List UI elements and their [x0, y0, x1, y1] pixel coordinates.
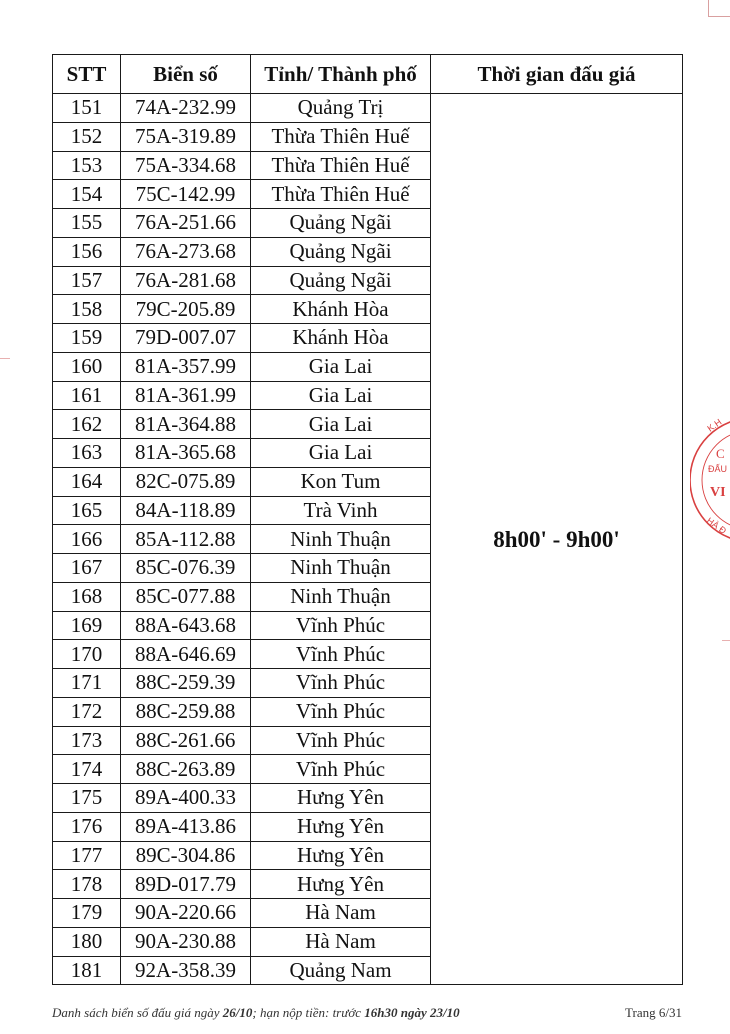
header-stt: STT: [53, 55, 121, 94]
seal-text: C: [716, 446, 725, 461]
header-auction-time: Thời gian đấu giá: [431, 55, 683, 94]
cell-plate-number: 76A-281.68: [121, 266, 251, 295]
cell-province: Khánh Hòa: [251, 295, 431, 324]
cell-stt: 162: [53, 410, 121, 439]
table-row: [53, 94, 683, 123]
cell-province: Kon Tum: [251, 467, 431, 496]
cell-plate-number: 90A-230.88: [121, 927, 251, 956]
cell-province: Gia Lai: [251, 352, 431, 381]
cell-province: Gia Lai: [251, 439, 431, 468]
cell-plate-number: 89A-413.86: [121, 812, 251, 841]
cell-stt: 153: [53, 151, 121, 180]
cell-stt: 160: [53, 352, 121, 381]
cell-plate-number: 88A-646.69: [121, 640, 251, 669]
cell-plate-number: 90A-220.66: [121, 899, 251, 928]
cell-plate-number: 88C-259.88: [121, 697, 251, 726]
cell-stt: 164: [53, 467, 121, 496]
cell-stt: 173: [53, 726, 121, 755]
cell-stt: 158: [53, 295, 121, 324]
cell-stt: 154: [53, 180, 121, 209]
cell-province: Ninh Thuận: [251, 582, 431, 611]
cell-plate-number: 82C-075.89: [121, 467, 251, 496]
cell-stt: 177: [53, 841, 121, 870]
cell-province: Vĩnh Phúc: [251, 669, 431, 698]
cell-plate-number: 88A-643.68: [121, 611, 251, 640]
seal-inner-ring: [702, 430, 730, 530]
cell-province: Khánh Hòa: [251, 324, 431, 353]
cell-plate-number: 75A-319.89: [121, 122, 251, 151]
cell-province: Quảng Trị: [251, 94, 431, 123]
footer-note: [52, 1005, 460, 1021]
cell-stt: 165: [53, 496, 121, 525]
cell-province: Gia Lai: [251, 410, 431, 439]
cell-stt: 175: [53, 784, 121, 813]
cell-stt: 155: [53, 209, 121, 238]
red-seal-stamp: [690, 410, 730, 550]
cell-plate-number: 79C-205.89: [121, 295, 251, 324]
cell-stt: 169: [53, 611, 121, 640]
cell-auction-time: 8h00' - 9h00': [431, 94, 683, 985]
cell-province: Thừa Thiên Huế: [251, 180, 431, 209]
page-number: Trang 6/31: [625, 1005, 682, 1020]
cell-province: Vĩnh Phúc: [251, 726, 431, 755]
seal-text: VI: [710, 485, 726, 500]
cell-stt: 151: [53, 94, 121, 123]
cell-plate-number: 76A-251.66: [121, 209, 251, 238]
scan-edge-mark: [0, 358, 10, 359]
cell-province: Hưng Yên: [251, 812, 431, 841]
scan-edge-mark: [722, 640, 730, 641]
seal-text: HÀ Đ: [704, 515, 729, 536]
cell-province: Quảng Ngãi: [251, 266, 431, 295]
cell-stt: 157: [53, 266, 121, 295]
seal-text: K.H: [705, 416, 724, 434]
cell-stt: 167: [53, 554, 121, 583]
cell-province: Ninh Thuận: [251, 554, 431, 583]
header-plate-number: Biển số: [121, 55, 251, 94]
cell-province: Thừa Thiên Huế: [251, 122, 431, 151]
footer-deadline: 16h30 ngày 23/10: [364, 1005, 460, 1020]
cell-plate-number: 89D-017.79: [121, 870, 251, 899]
cell-stt: 178: [53, 870, 121, 899]
cell-plate-number: 81A-361.99: [121, 381, 251, 410]
cell-stt: 168: [53, 582, 121, 611]
cell-plate-number: 81A-364.88: [121, 410, 251, 439]
cell-plate-number: 84A-118.89: [121, 496, 251, 525]
cell-province: Hà Nam: [251, 927, 431, 956]
cell-province: Hà Nam: [251, 899, 431, 928]
cell-plate-number: 85A-112.88: [121, 525, 251, 554]
cell-stt: 176: [53, 812, 121, 841]
cell-stt: 179: [53, 899, 121, 928]
cell-plate-number: 81A-357.99: [121, 352, 251, 381]
cell-stt: 170: [53, 640, 121, 669]
cell-plate-number: 88C-263.89: [121, 755, 251, 784]
footer-note-middle: ; hạn nộp tiền: trước: [252, 1005, 365, 1020]
cell-province: Quảng Ngãi: [251, 237, 431, 266]
cell-stt: 163: [53, 439, 121, 468]
cell-stt: 172: [53, 697, 121, 726]
cell-plate-number: 74A-232.99: [121, 94, 251, 123]
auction-plate-table: [52, 54, 683, 985]
cell-stt: 159: [53, 324, 121, 353]
cell-stt: 161: [53, 381, 121, 410]
cell-plate-number: 92A-358.39: [121, 956, 251, 985]
cell-stt: 156: [53, 237, 121, 266]
cell-province: Hưng Yên: [251, 784, 431, 813]
cell-plate-number: 89C-304.86: [121, 841, 251, 870]
cell-plate-number: 85C-076.39: [121, 554, 251, 583]
cell-stt: 152: [53, 122, 121, 151]
cell-stt: 166: [53, 525, 121, 554]
cell-province: Thừa Thiên Huế: [251, 151, 431, 180]
cell-province: Vĩnh Phúc: [251, 611, 431, 640]
cell-province: Vĩnh Phúc: [251, 697, 431, 726]
cell-plate-number: 89A-400.33: [121, 784, 251, 813]
cell-province: Vĩnh Phúc: [251, 640, 431, 669]
footer-note-prefix: Danh sách biển số đấu giá ngày: [52, 1005, 223, 1020]
cell-plate-number: 88C-259.39: [121, 669, 251, 698]
table-body: [53, 94, 683, 985]
table-header-row: [53, 55, 683, 94]
cell-plate-number: 81A-365.68: [121, 439, 251, 468]
cell-stt: 180: [53, 927, 121, 956]
cell-stt: 181: [53, 956, 121, 985]
cell-province: Gia Lai: [251, 381, 431, 410]
cell-plate-number: 75C-142.99: [121, 180, 251, 209]
cell-province: Quảng Nam: [251, 956, 431, 985]
cell-province: Trà Vinh: [251, 496, 431, 525]
cell-plate-number: 79D-007.07: [121, 324, 251, 353]
seal-text: ĐẤU: [708, 464, 728, 474]
cell-stt: 174: [53, 755, 121, 784]
cell-plate-number: 88C-261.66: [121, 726, 251, 755]
cell-province: Quảng Ngãi: [251, 209, 431, 238]
cell-plate-number: 76A-273.68: [121, 237, 251, 266]
cell-province: Hưng Yên: [251, 841, 431, 870]
scan-corner-mark: [708, 0, 730, 17]
cell-plate-number: 75A-334.68: [121, 151, 251, 180]
cell-plate-number: 85C-077.88: [121, 582, 251, 611]
header-province: Tỉnh/ Thành phố: [251, 55, 431, 94]
cell-province: Ninh Thuận: [251, 525, 431, 554]
cell-stt: 171: [53, 669, 121, 698]
cell-province: Vĩnh Phúc: [251, 755, 431, 784]
cell-province: Hưng Yên: [251, 870, 431, 899]
footer-auction-date: 26/10: [222, 1005, 253, 1020]
